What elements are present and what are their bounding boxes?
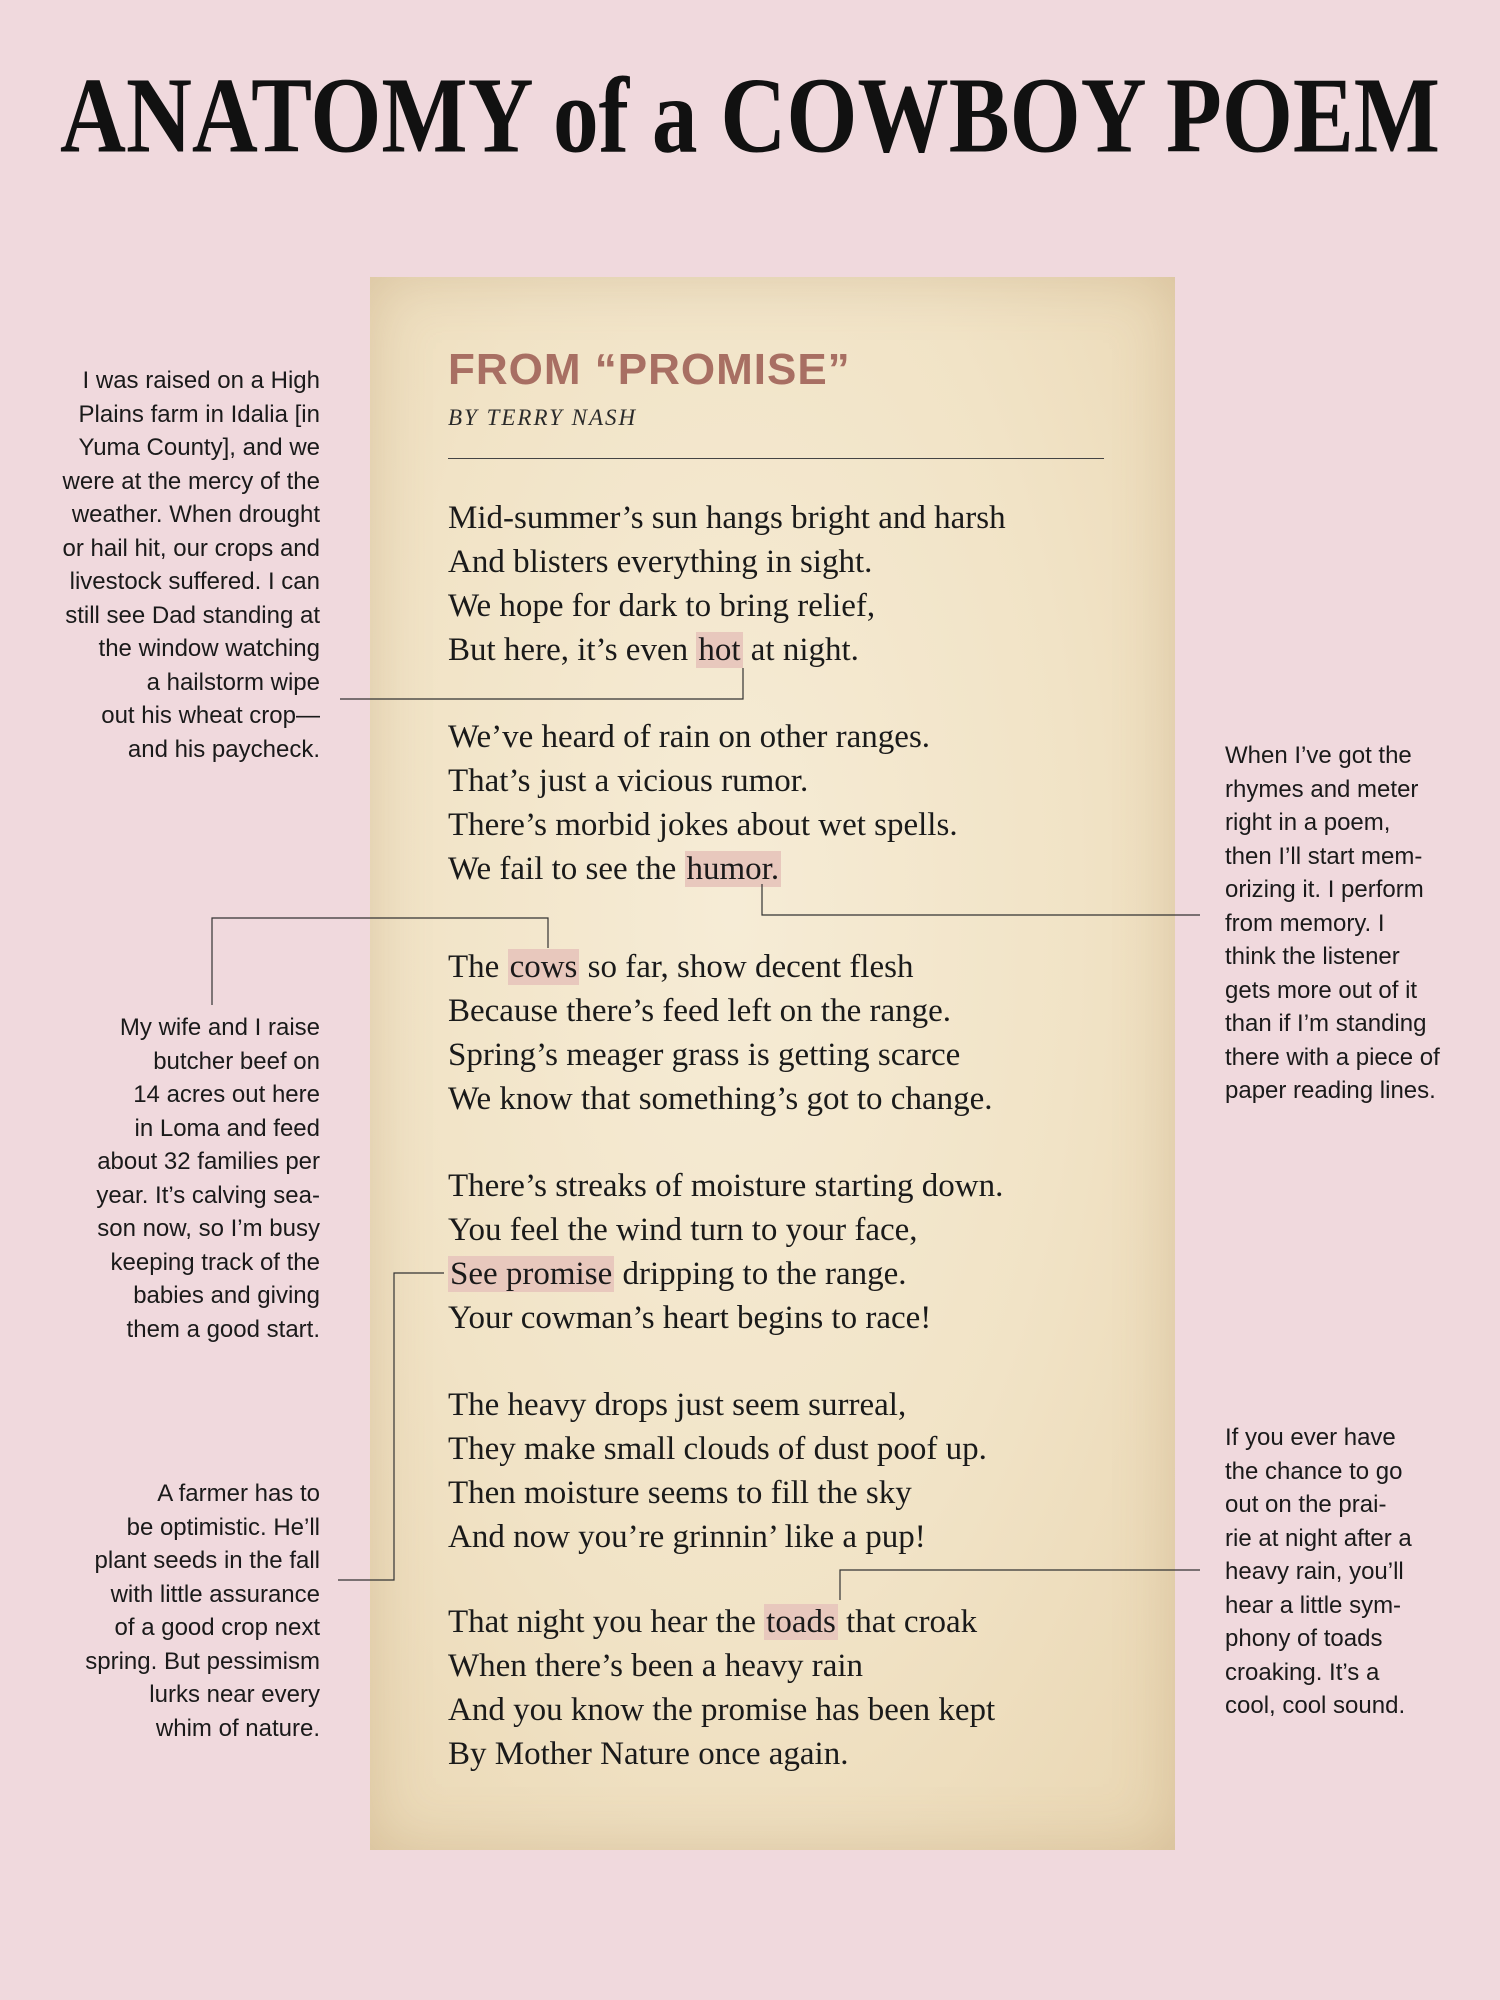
poem-line-text: Then moisture seems to fill the sky bbox=[448, 1475, 912, 1511]
poem-line-text: at night. bbox=[742, 632, 859, 668]
connector-promise bbox=[338, 1273, 444, 1580]
annotation-line: I was raised on a High bbox=[82, 367, 320, 394]
poem-line-text: They make small clouds of dust poof up. bbox=[448, 1431, 987, 1467]
annotation-line: rie at night after a bbox=[1225, 1524, 1412, 1552]
annotation-line: gets more out of it bbox=[1225, 976, 1418, 1004]
poem-line-text: You feel the wind turn to your face, bbox=[448, 1212, 918, 1248]
annotation-line: croaking. It’s a bbox=[1225, 1658, 1380, 1686]
poem-line-text: The bbox=[448, 949, 508, 985]
annotation-line: out on the prai- bbox=[1225, 1491, 1387, 1518]
poem-line-text: There’s morbid jokes about wet spells. bbox=[448, 807, 958, 843]
annotation-line: When I’ve got the bbox=[1225, 742, 1412, 769]
connector-hot bbox=[340, 668, 743, 699]
poem-line-text: That night you hear the bbox=[448, 1604, 765, 1640]
poem-line-text: Spring’s meager grass is getting scarce bbox=[448, 1037, 961, 1073]
annotation-line: out his wheat crop— bbox=[101, 702, 320, 729]
annotation-line: year. It’s calving sea- bbox=[96, 1181, 320, 1209]
poem-line-text: When there’s been a heavy rain bbox=[448, 1648, 864, 1684]
annotation-line: livestock suffered. I can bbox=[69, 568, 320, 595]
annotation-line: with little assurance bbox=[110, 1580, 320, 1608]
annotation-line: paper reading lines. bbox=[1225, 1077, 1436, 1104]
annotation-line: or hail hit, our crops and bbox=[62, 534, 320, 562]
highlighted-word: toads bbox=[766, 1604, 836, 1640]
poem-line-text: We hope for dark to bring relief, bbox=[448, 588, 876, 624]
highlighted-word: humor. bbox=[686, 851, 780, 887]
annotation-line: Plains farm in Idalia [in bbox=[78, 400, 320, 428]
annotation-line: of a good crop next bbox=[114, 1614, 320, 1641]
poem-title: FROM “PROMISE” bbox=[448, 345, 851, 394]
poem-line-text: By Mother Nature once again. bbox=[448, 1736, 849, 1772]
annotation-line: then I’ll start mem- bbox=[1225, 842, 1423, 870]
annotation-line: in Loma and feed bbox=[134, 1114, 320, 1142]
poem-line-text: so far, show decent flesh bbox=[579, 949, 914, 985]
highlighted-word: cows bbox=[509, 949, 578, 985]
annotation-line: there with a piece of bbox=[1225, 1043, 1440, 1071]
annotation-line: If you ever have bbox=[1225, 1424, 1396, 1451]
poem-author: BY TERRY NASH bbox=[448, 405, 638, 430]
annotation-line: them a good start. bbox=[126, 1315, 320, 1343]
annotation-line: right in a poem, bbox=[1225, 809, 1391, 836]
poem-line-text: But here, it’s even bbox=[448, 632, 697, 668]
page-title: ANATOMY of a COWBOY POEM bbox=[60, 56, 1440, 176]
connector-cows bbox=[212, 918, 548, 1005]
annotation-line: than if I’m standing bbox=[1225, 1010, 1427, 1037]
poem-line-text: And you know the promise has been kept bbox=[448, 1692, 996, 1728]
annotation-line: spring. But pessimism bbox=[85, 1647, 320, 1675]
annotation-line: still see Dad standing at bbox=[65, 601, 320, 629]
annotation-line: rhymes and meter bbox=[1225, 775, 1419, 803]
annotation-line: weather. When drought bbox=[71, 501, 320, 528]
poem-line-text: Your cowman’s heart begins to race! bbox=[448, 1300, 932, 1336]
annotation-line: from memory. I bbox=[1225, 909, 1385, 937]
annotation-line: the chance to go bbox=[1225, 1457, 1403, 1485]
annotation-line: Yuma County], and we bbox=[78, 434, 320, 461]
annotation-line: babies and giving bbox=[133, 1282, 320, 1309]
connector-toads bbox=[840, 1570, 1200, 1600]
annotation-line: plant seeds in the fall bbox=[94, 1547, 320, 1574]
annotation-line: cool, cool sound. bbox=[1225, 1692, 1406, 1719]
annotation-line: think the listener bbox=[1225, 943, 1400, 970]
annotation-line: about 32 families per bbox=[97, 1148, 320, 1175]
poem-line-text: dripping to the range. bbox=[614, 1256, 907, 1292]
annotation-line: butcher beef on bbox=[153, 1047, 320, 1075]
poem-line-text: that croak bbox=[837, 1604, 978, 1640]
poem-line-text: We know that something’s got to change. bbox=[448, 1081, 993, 1117]
annotation-line: orizing it. I perform bbox=[1225, 876, 1424, 903]
annotation-line: a hailstorm wipe bbox=[146, 668, 320, 696]
annotation-line: were at the mercy of the bbox=[62, 467, 320, 495]
annotation-line: hear a little sym- bbox=[1225, 1591, 1402, 1619]
poem-line-text: Because there’s feed left on the range. bbox=[448, 993, 952, 1029]
annotation-line: keeping track of the bbox=[110, 1248, 320, 1276]
poem-line-text: And blisters everything in sight. bbox=[448, 544, 873, 580]
annotation-line: lurks near every bbox=[149, 1681, 320, 1708]
annotation-line: heavy rain, you’ll bbox=[1225, 1558, 1404, 1585]
highlighted-word: hot bbox=[698, 632, 741, 668]
annotation-line: 14 acres out here bbox=[133, 1081, 320, 1108]
annotation-line: My wife and I raise bbox=[119, 1014, 320, 1041]
annotation-line: A farmer has to bbox=[157, 1480, 320, 1507]
poem-line-text: There’s streaks of moisture starting down. bbox=[448, 1168, 1004, 1204]
poem-line-text: We fail to see the bbox=[448, 851, 685, 887]
annotation-line: phony of toads bbox=[1225, 1625, 1383, 1652]
highlighted-word: See promise bbox=[450, 1256, 613, 1292]
poem-line-text: We’ve heard of rain on other ranges. bbox=[448, 719, 931, 755]
annotation-line: be optimistic. He’ll bbox=[126, 1513, 320, 1541]
poem-line-text: The heavy drops just seem surreal, bbox=[448, 1387, 907, 1423]
poem-line-text: That’s just a vicious rumor. bbox=[448, 763, 809, 799]
annotation-line: and his paycheck. bbox=[127, 735, 320, 763]
connector-humor bbox=[762, 884, 1200, 915]
poem-line-text: And now you’re grinnin’ like a pup! bbox=[448, 1519, 926, 1555]
annotation-line: son now, so I’m busy bbox=[97, 1215, 320, 1242]
annotation-line: the window watching bbox=[98, 635, 320, 662]
annotation-line: whim of nature. bbox=[155, 1714, 320, 1742]
poem-line-text: Mid-summer’s sun hangs bright and harsh bbox=[448, 500, 1006, 536]
